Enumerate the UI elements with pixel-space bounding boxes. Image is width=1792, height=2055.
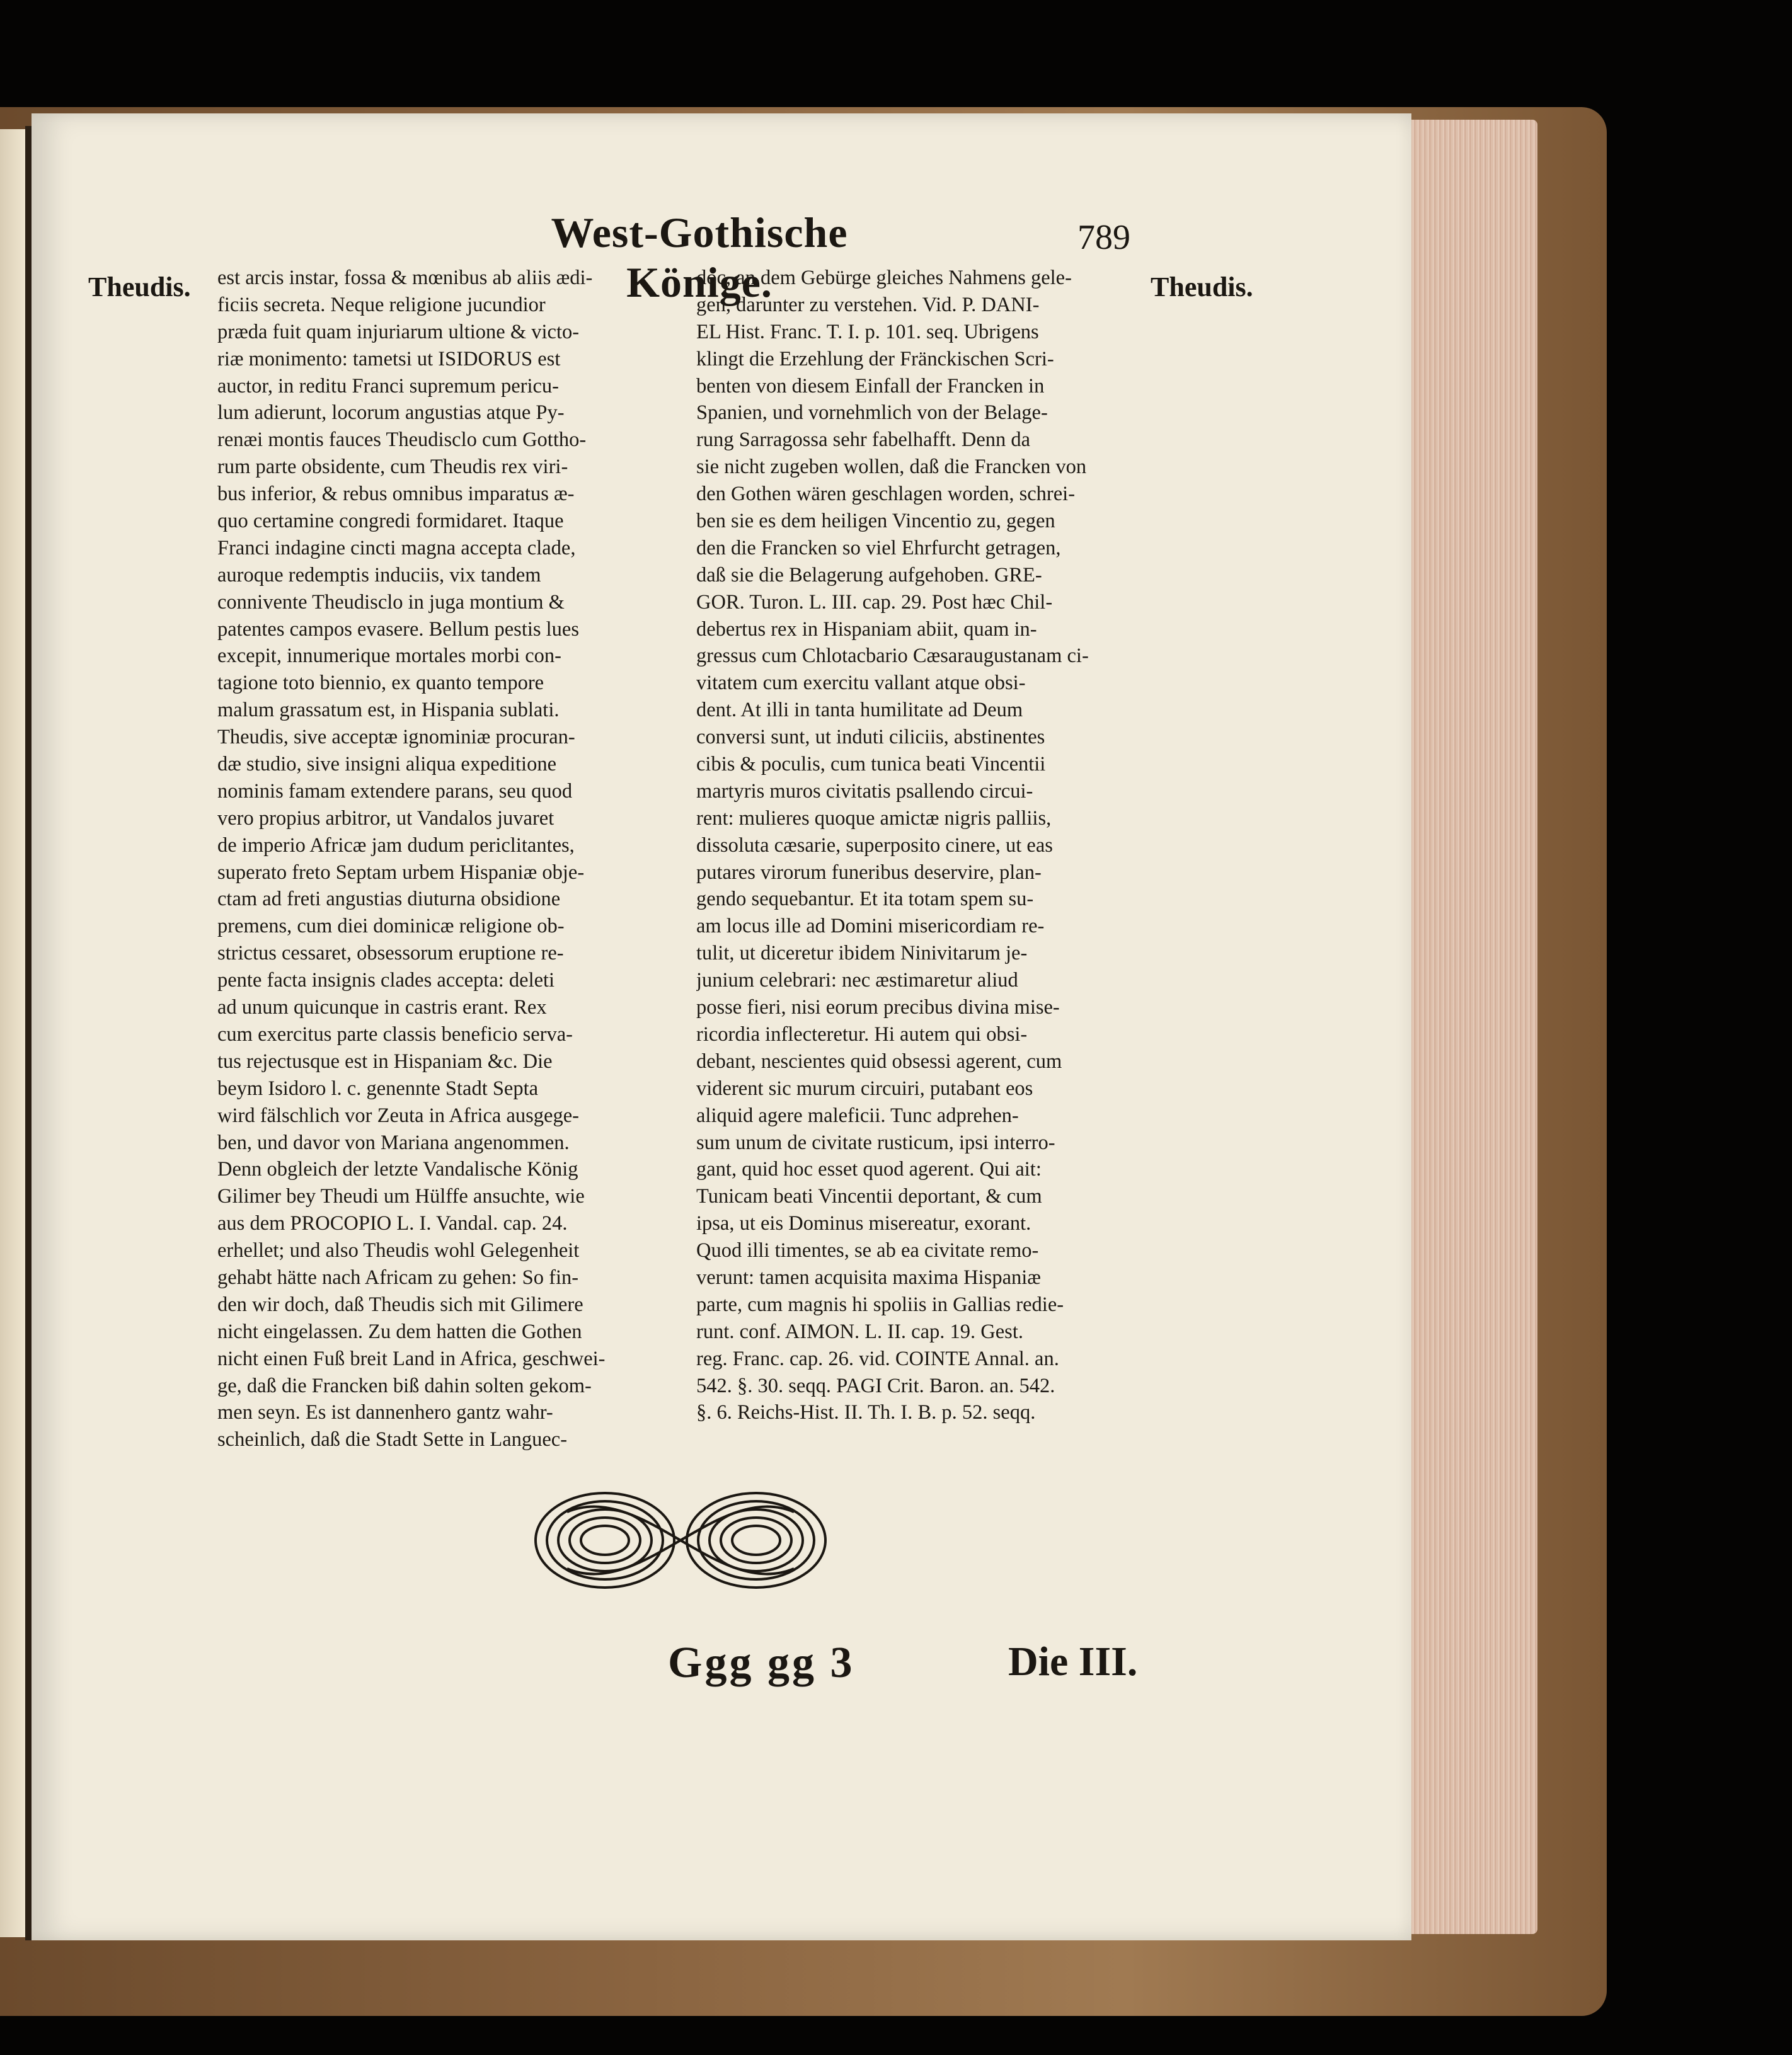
text-line: gressus cum Chlotacbario Cæsaraugustanam ci- <box>696 644 1089 668</box>
text-line: ficiis secreta. Neque religione jucundior <box>217 293 546 316</box>
text-line: auctor, in reditu Franci supremum pericu- <box>217 374 559 398</box>
running-header: West-Gothische Könige. <box>551 209 848 306</box>
text-line: rum parte obsidente, cum Theudis rex viri- <box>217 455 568 479</box>
text-line: putares virorum funeribus deservire, plan- <box>696 861 1042 884</box>
text-line: nominis famam extendere parans, seu quod <box>217 779 573 803</box>
text-line: vero propius arbitror, ut Vandalos juvaret <box>217 806 554 830</box>
tailpiece-ornament-icon <box>529 1487 832 1594</box>
text-line: reg. Franc. cap. 26. vid. COINTE Annal. an. <box>696 1347 1059 1370</box>
text-line: nicht eingelassen. Zu dem hatten die Gothen <box>217 1320 582 1343</box>
text-line: bus inferior, & rebus omnibus imparatus æ- <box>217 483 575 506</box>
text-line: malum grassatum est, in Hispania sublati. <box>217 699 560 722</box>
text-line: daß sie die Belagerung aufgehoben. GRE- <box>696 563 1042 587</box>
margin-note-right: Theudis. <box>1151 272 1253 302</box>
text-line: conversi sunt, ut induti ciliciis, abstinentes <box>696 726 1045 749</box>
text-line: ben sie es dem heiligen Vincentio zu, gegen <box>696 510 1055 533</box>
text-line: riæ monimento: tametsi ut ISIDORUS est <box>217 347 561 370</box>
text-line: martyris muros civitatis psallendo circui- <box>696 779 1033 803</box>
text-line: aus dem PROCOPIO L. I. Vandal. cap. 24. <box>217 1212 568 1235</box>
text-line: dæ studio, sive insigni aliqua expeditione <box>217 753 556 776</box>
text-line: ctam ad freti angustias diuturna obsidione <box>217 888 561 911</box>
text-line: quo certamine congredi formidaret. Itaque <box>217 510 564 533</box>
text-line: de imperio Africæ jam dudum periclitantes, <box>217 833 575 857</box>
text-column-left <box>217 265 677 1453</box>
text-line: rung Sarragossa sehr fabelhafft. Denn da <box>696 428 1031 452</box>
text-line: dent. At illi in tanta humilitate ad Deum <box>696 699 1023 722</box>
text-line: debertus rex in Hispaniam abiit, quam in- <box>696 617 1037 641</box>
text-line: junium celebrari: nec æstimaretur aliud <box>696 969 1018 992</box>
catchword: Die III. <box>1008 1639 1138 1685</box>
text-line: tagione toto biennio, ex quanto tempore <box>217 672 544 695</box>
text-line: gendo sequebantur. Et ita totam spem su- <box>696 888 1034 911</box>
text-column-right <box>696 265 1151 1426</box>
text-line: gehabt hätte nach Africam zu gehen: So fin- <box>217 1266 579 1289</box>
text-line: wird fälschlich vor Zeuta in Africa ausgege- <box>217 1104 579 1127</box>
text-line: den Gothen wären geschlagen worden, schrei- <box>696 483 1076 506</box>
text-line: cum exercitus parte classis beneficio serva- <box>217 1022 573 1046</box>
text-line: lum adierunt, locorum angustias atque Py- <box>217 401 565 425</box>
text-line: den wir doch, daß Theudis sich mit Gilimere <box>217 1293 583 1316</box>
text-line: den die Francken so viel Ehrfurcht getragen, <box>696 536 1061 559</box>
page-number: 789 <box>1077 218 1130 257</box>
text-line: viderent sic murum circuiri, putabant eos <box>696 1077 1033 1100</box>
text-line: EL Hist. Franc. T. I. p. 101. seq. Ubrigens <box>696 320 1039 343</box>
text-line: gen, darunter zu verstehen. Vid. P. DANI- <box>696 293 1040 316</box>
text-line: vitatem cum exercitu vallant atque obsi- <box>696 672 1026 695</box>
text-line: dissoluta cæsarie, superposito cinere, ut eas <box>696 833 1053 857</box>
text-line: klingt die Erzehlung der Fränckischen Scri- <box>696 347 1054 370</box>
text-line: beym Isidoro l. c. genennte Stadt Septa <box>217 1077 539 1100</box>
text-line: posse fieri, nisi eorum precibus divina mise- <box>696 996 1060 1019</box>
text-line: aliquid agere maleficii. Tunc adprehen- <box>696 1104 1019 1127</box>
text-line: tulit, ut diceretur ibidem Ninivitarum je- <box>696 942 1028 965</box>
text-line: verunt: tamen acquisita maxima Hispaniæ <box>696 1266 1041 1289</box>
left-page-edge <box>0 129 25 1937</box>
text-line: gant, quid hoc esset quod agerent. Qui ait: <box>696 1158 1042 1181</box>
text-line: pente facta insignis clades accepta: deleti <box>217 969 555 992</box>
text-line: parte, cum magnis hi spoliis in Gallias redie- <box>696 1293 1064 1316</box>
text-line: superato freto Septam urbem Hispaniæ obje- <box>217 861 585 884</box>
text-line: ipsa, ut eis Dominus misereatur, exorant. <box>696 1212 1031 1235</box>
signature-mark: Ggg gg 3 <box>668 1639 855 1687</box>
text-line: ge, daß die Francken biß dahin solten gekom- <box>217 1374 592 1397</box>
text-line: cibis & poculis, cum tunica beati Vincentii <box>696 753 1046 776</box>
text-line: auroque redemptis induciis, vix tandem <box>217 563 541 587</box>
text-line: ricordia inflecteretur. Hi autem qui obsi- <box>696 1022 1028 1046</box>
text-line: Franci indagine cincti magna accepta clade, <box>217 536 576 559</box>
text-line: am locus ille ad Domini misericordiam re- <box>696 915 1045 938</box>
text-line: erhellet; und also Theudis wohl Gelegenheit <box>217 1239 580 1262</box>
text-line: Theudis, sive acceptæ ignominiæ procuran- <box>217 726 575 749</box>
text-line: runt. conf. AIMON. L. II. cap. 19. Gest. <box>696 1320 1023 1343</box>
text-line: renæi montis fauces Theudisclo cum Gottho- <box>217 428 587 452</box>
text-line: sie nicht zugeben wollen, daß die Francken von <box>696 455 1087 479</box>
text-line: Tunicam beati Vincentii deportant, & cum <box>696 1185 1042 1208</box>
text-line: doc, an dem Gebürge gleiches Nahmens gele- <box>696 266 1072 289</box>
text-line: Gilimer bey Theudi um Hülffe ansuchte, wie <box>217 1185 585 1208</box>
text-line: scheinlich, daß die Stadt Sette in Languec- <box>217 1428 568 1451</box>
text-line: excepit, innumerique mortales morbi con- <box>217 644 562 668</box>
text-line: Quod illi timentes, se ab ea civitate remo- <box>696 1239 1039 1262</box>
text-line: premens, cum diei dominicæ religione ob- <box>217 915 565 938</box>
text-line: Spanien, und vornehmlich von der Belage- <box>696 401 1048 425</box>
text-line: nicht einen Fuß breit Land in Africa, geschwei- <box>217 1347 606 1370</box>
text-line: patentes campos evasere. Bellum pestis lues <box>217 617 580 641</box>
text-line: debant, nescientes quid obsessi agerent, cum <box>696 1050 1062 1073</box>
margin-note-left: Theudis. <box>88 272 191 302</box>
text-line: benten von diesem Einfall der Francken in <box>696 374 1045 398</box>
text-line: tus rejectusque est in Hispaniam &c. Die <box>217 1050 553 1073</box>
text-line: 542. §. 30. seqq. PAGI Crit. Baron. an. 542. <box>696 1374 1055 1397</box>
text-line: GOR. Turon. L. III. cap. 29. Post hæc Chil- <box>696 590 1053 614</box>
text-line: præda fuit quam injuriarum ultione & victo- <box>217 320 580 343</box>
text-line: sum unum de civitate rusticum, ipsi interro- <box>696 1131 1055 1154</box>
text-line: rent: mulieres quoque amictæ nigris palliis, <box>696 806 1052 830</box>
text-line: §. 6. Reichs-Hist. II. Th. I. B. p. 52. seqq. <box>696 1401 1036 1424</box>
text-line: Denn obgleich der letzte Vandalische König <box>217 1158 578 1181</box>
text-line: ben, und davor von Mariana angenommen. <box>217 1131 570 1154</box>
text-line: men seyn. Es ist dannenhero gantz wahr- <box>217 1401 553 1424</box>
text-line: connivente Theudisclo in juga montium & <box>217 590 565 614</box>
page-edges <box>1411 120 1537 1934</box>
text-line: ad unum quicunque in castris erant. Rex <box>217 996 547 1019</box>
text-line: est arcis instar, fossa & mœnibus ab aliis ædi- <box>217 266 593 289</box>
text-line: strictus cessaret, obsessorum eruptione re- <box>217 942 564 965</box>
